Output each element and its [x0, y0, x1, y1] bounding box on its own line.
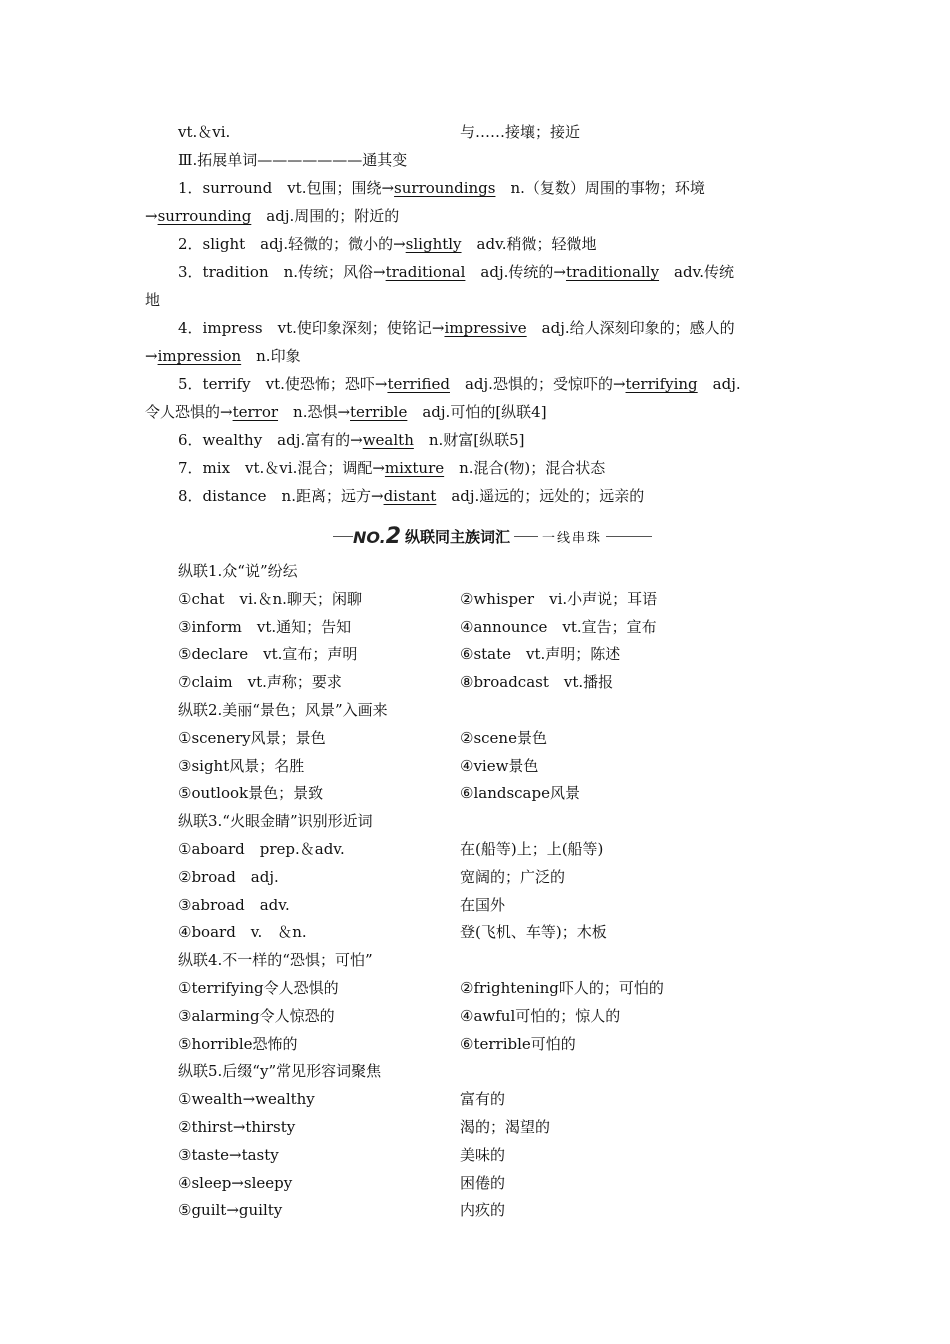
- group-row: [178, 725, 807, 751]
- group-row-right: ⑥landscape风景: [460, 784, 580, 803]
- banner-rule-right: [606, 536, 652, 537]
- group-row: [178, 1197, 807, 1223]
- answer-word: slightly: [405, 235, 462, 253]
- answer-word: terrible: [350, 403, 408, 421]
- expand-item-4-cont: →impression n.印象: [145, 347, 301, 365]
- banner-rule-mid: [514, 536, 538, 537]
- group-title: 纵联1.众“说”纷纭: [178, 562, 298, 580]
- answer-word: distant: [383, 487, 437, 505]
- group-row-right: ②scene景色: [460, 728, 547, 747]
- group-row-right: 内疚的: [460, 1201, 506, 1220]
- answer-word: terrifying: [625, 375, 698, 393]
- banner-subtitle: 一线串珠: [542, 530, 603, 546]
- group-row-left: ③abroad adv.: [178, 895, 290, 914]
- answer-word: surroundings: [394, 179, 496, 197]
- group-row: [178, 1086, 807, 1112]
- banner-title: 纵联同主族词汇: [405, 527, 511, 546]
- answer-word: surrounding: [157, 207, 252, 225]
- group-row: [178, 614, 807, 640]
- group-title: 纵联5.后缀“y”常见形容词聚焦: [178, 1062, 382, 1081]
- group-row-right: ④announce vt.宣告；宣布: [460, 617, 657, 636]
- group-row-right: 登(飞机、车等)；木板: [460, 923, 607, 942]
- group-row: [178, 1031, 807, 1057]
- section-banner: [333, 521, 683, 551]
- group-row-left: ①scenery风景；景色: [178, 728, 326, 747]
- group-row-left: ②broad adj.: [178, 867, 279, 886]
- top-row-right: 与……接壤；接近: [460, 123, 581, 141]
- group-row-left: ⑤declare vt.宣布；声明: [178, 645, 358, 664]
- expand-item-1-cont: →surrounding adj.周围的；附近的: [145, 207, 400, 225]
- group-row: [178, 1170, 807, 1196]
- group-row-left: ⑤outlook景色；景致: [178, 784, 324, 803]
- expand-item-2: 2．slight adj.轻微的；微小的→slightly adv.稍微；轻微地: [178, 235, 597, 253]
- answer-word: terrified: [387, 375, 450, 393]
- group-title: 纵联4.不一样的“恐惧；可怕”: [178, 951, 373, 970]
- group-row-left: ⑤horrible恐怖的: [178, 1034, 298, 1053]
- banner-number: NO.2: [353, 523, 402, 549]
- group-row-right: ⑧broadcast vt.播报: [460, 673, 614, 692]
- group-row-left: ③taste→tasty: [178, 1145, 279, 1164]
- group-row-right: ②whisper vi.小声说；耳语: [460, 589, 658, 608]
- group-row-left: ③alarming令人惊恐的: [178, 1006, 335, 1025]
- group-title: 纵联2.美丽“景色；风景”入画来: [178, 701, 388, 719]
- group-row-right: ⑥state vt.声明；陈述: [460, 645, 621, 664]
- group-row-left: ③sight风景；名胜: [178, 756, 305, 775]
- expand-item-8: 8．distance n.距离；远方→distant adj.遥远的；远处的；远亲的: [178, 487, 645, 505]
- group-row-right: 在(船等)上；上(船等): [460, 840, 604, 858]
- expand-item-5-cont: 令人恐惧的→terror n.恐惧→terrible adj.可怕的[纵联4]: [145, 403, 547, 421]
- group-row-left: ④sleep→sleepy: [178, 1173, 293, 1192]
- group-row-left: ⑦claim vt.声称；要求: [178, 673, 342, 692]
- group-row-right: ④view景色: [460, 756, 539, 775]
- group-row-right: 宽阔的；广泛的: [460, 867, 566, 886]
- group-row-left: ①terrifying令人恐惧的: [178, 979, 339, 997]
- group-row-left: ④board v. ＆n.: [178, 923, 307, 942]
- group-row: [178, 1003, 807, 1029]
- expand-item-4: 4．impress vt.使印象深刻；使铭记→impressive adj.给人深刻印象的；感人的: [178, 319, 735, 337]
- group-row-right: ②frightening吓人的；可怕的: [460, 979, 664, 997]
- group-row-left: ⑤guilt→guilty: [178, 1201, 283, 1220]
- group-row: [178, 669, 807, 695]
- group-row: [178, 1114, 807, 1140]
- answer-word: traditional: [385, 263, 466, 281]
- group-row-right: 富有的: [460, 1090, 506, 1109]
- group-row-left: ①wealth→wealthy: [178, 1090, 315, 1109]
- answer-word: mixture: [384, 459, 445, 477]
- group-row-right: ④awful可怕的；惊人的: [460, 1006, 621, 1025]
- group-row-left: ③inform vt.通知；告知: [178, 617, 352, 636]
- section-title: Ⅲ.拓展单词———————通其变: [178, 151, 408, 169]
- group-row: [178, 586, 807, 612]
- expand-item-5: 5．terrify vt.使恐怖；恐吓→terrified adj.恐惧的；受惊吓的→terrifying adj.: [178, 375, 741, 393]
- group-row: [178, 919, 807, 945]
- answer-word: wealth: [362, 431, 414, 449]
- group-row-left: ①aboard prep.＆adv.: [178, 840, 345, 858]
- group-row-right: ⑥terrible可怕的: [460, 1034, 576, 1053]
- answer-word: impressive: [444, 319, 527, 337]
- group-title: 纵联3.“火眼金睛”识别形近词: [178, 812, 373, 831]
- answer-word: traditionally: [565, 263, 660, 281]
- expand-item-3-cont: 地: [145, 291, 161, 309]
- expand-item-3: 3．tradition n.传统；风俗→traditional adj.传统的→traditionally adv.传统: [178, 263, 735, 281]
- group-row: [178, 641, 807, 667]
- group-row: [178, 836, 807, 862]
- answer-word: terror: [232, 403, 279, 421]
- expand-item-1: 1．surround vt.包围；围绕→surroundings n.（复数）周围的事物；环境: [178, 179, 705, 197]
- group-row: [178, 1142, 807, 1168]
- group-row-right: 渴的；渴望的: [460, 1118, 551, 1136]
- group-row: [178, 892, 807, 918]
- group-row: [178, 780, 807, 806]
- answer-word: impression: [157, 347, 242, 365]
- group-row: [178, 753, 807, 779]
- group-row-right: 美味的: [460, 1145, 506, 1164]
- banner-rule-left: [333, 536, 353, 537]
- top-row-left: vt.＆vi.: [178, 123, 231, 141]
- group-row-right: 困倦的: [460, 1173, 506, 1192]
- expand-item-7: 7．mix vt.＆vi.混合；调配→mixture n.混合(物)；混合状态: [178, 459, 606, 477]
- group-row-right: 在国外: [460, 895, 506, 914]
- group-row: [178, 864, 807, 890]
- top-row: [178, 119, 807, 145]
- group-row-left: ①chat vi.＆n.聊天；闲聊: [178, 589, 362, 608]
- expand-item-6: 6．wealthy adj.富有的→wealth n.财富[纵联5]: [178, 431, 525, 449]
- group-row: [178, 975, 807, 1001]
- group-row-left: ②thirst→thirsty: [178, 1118, 296, 1136]
